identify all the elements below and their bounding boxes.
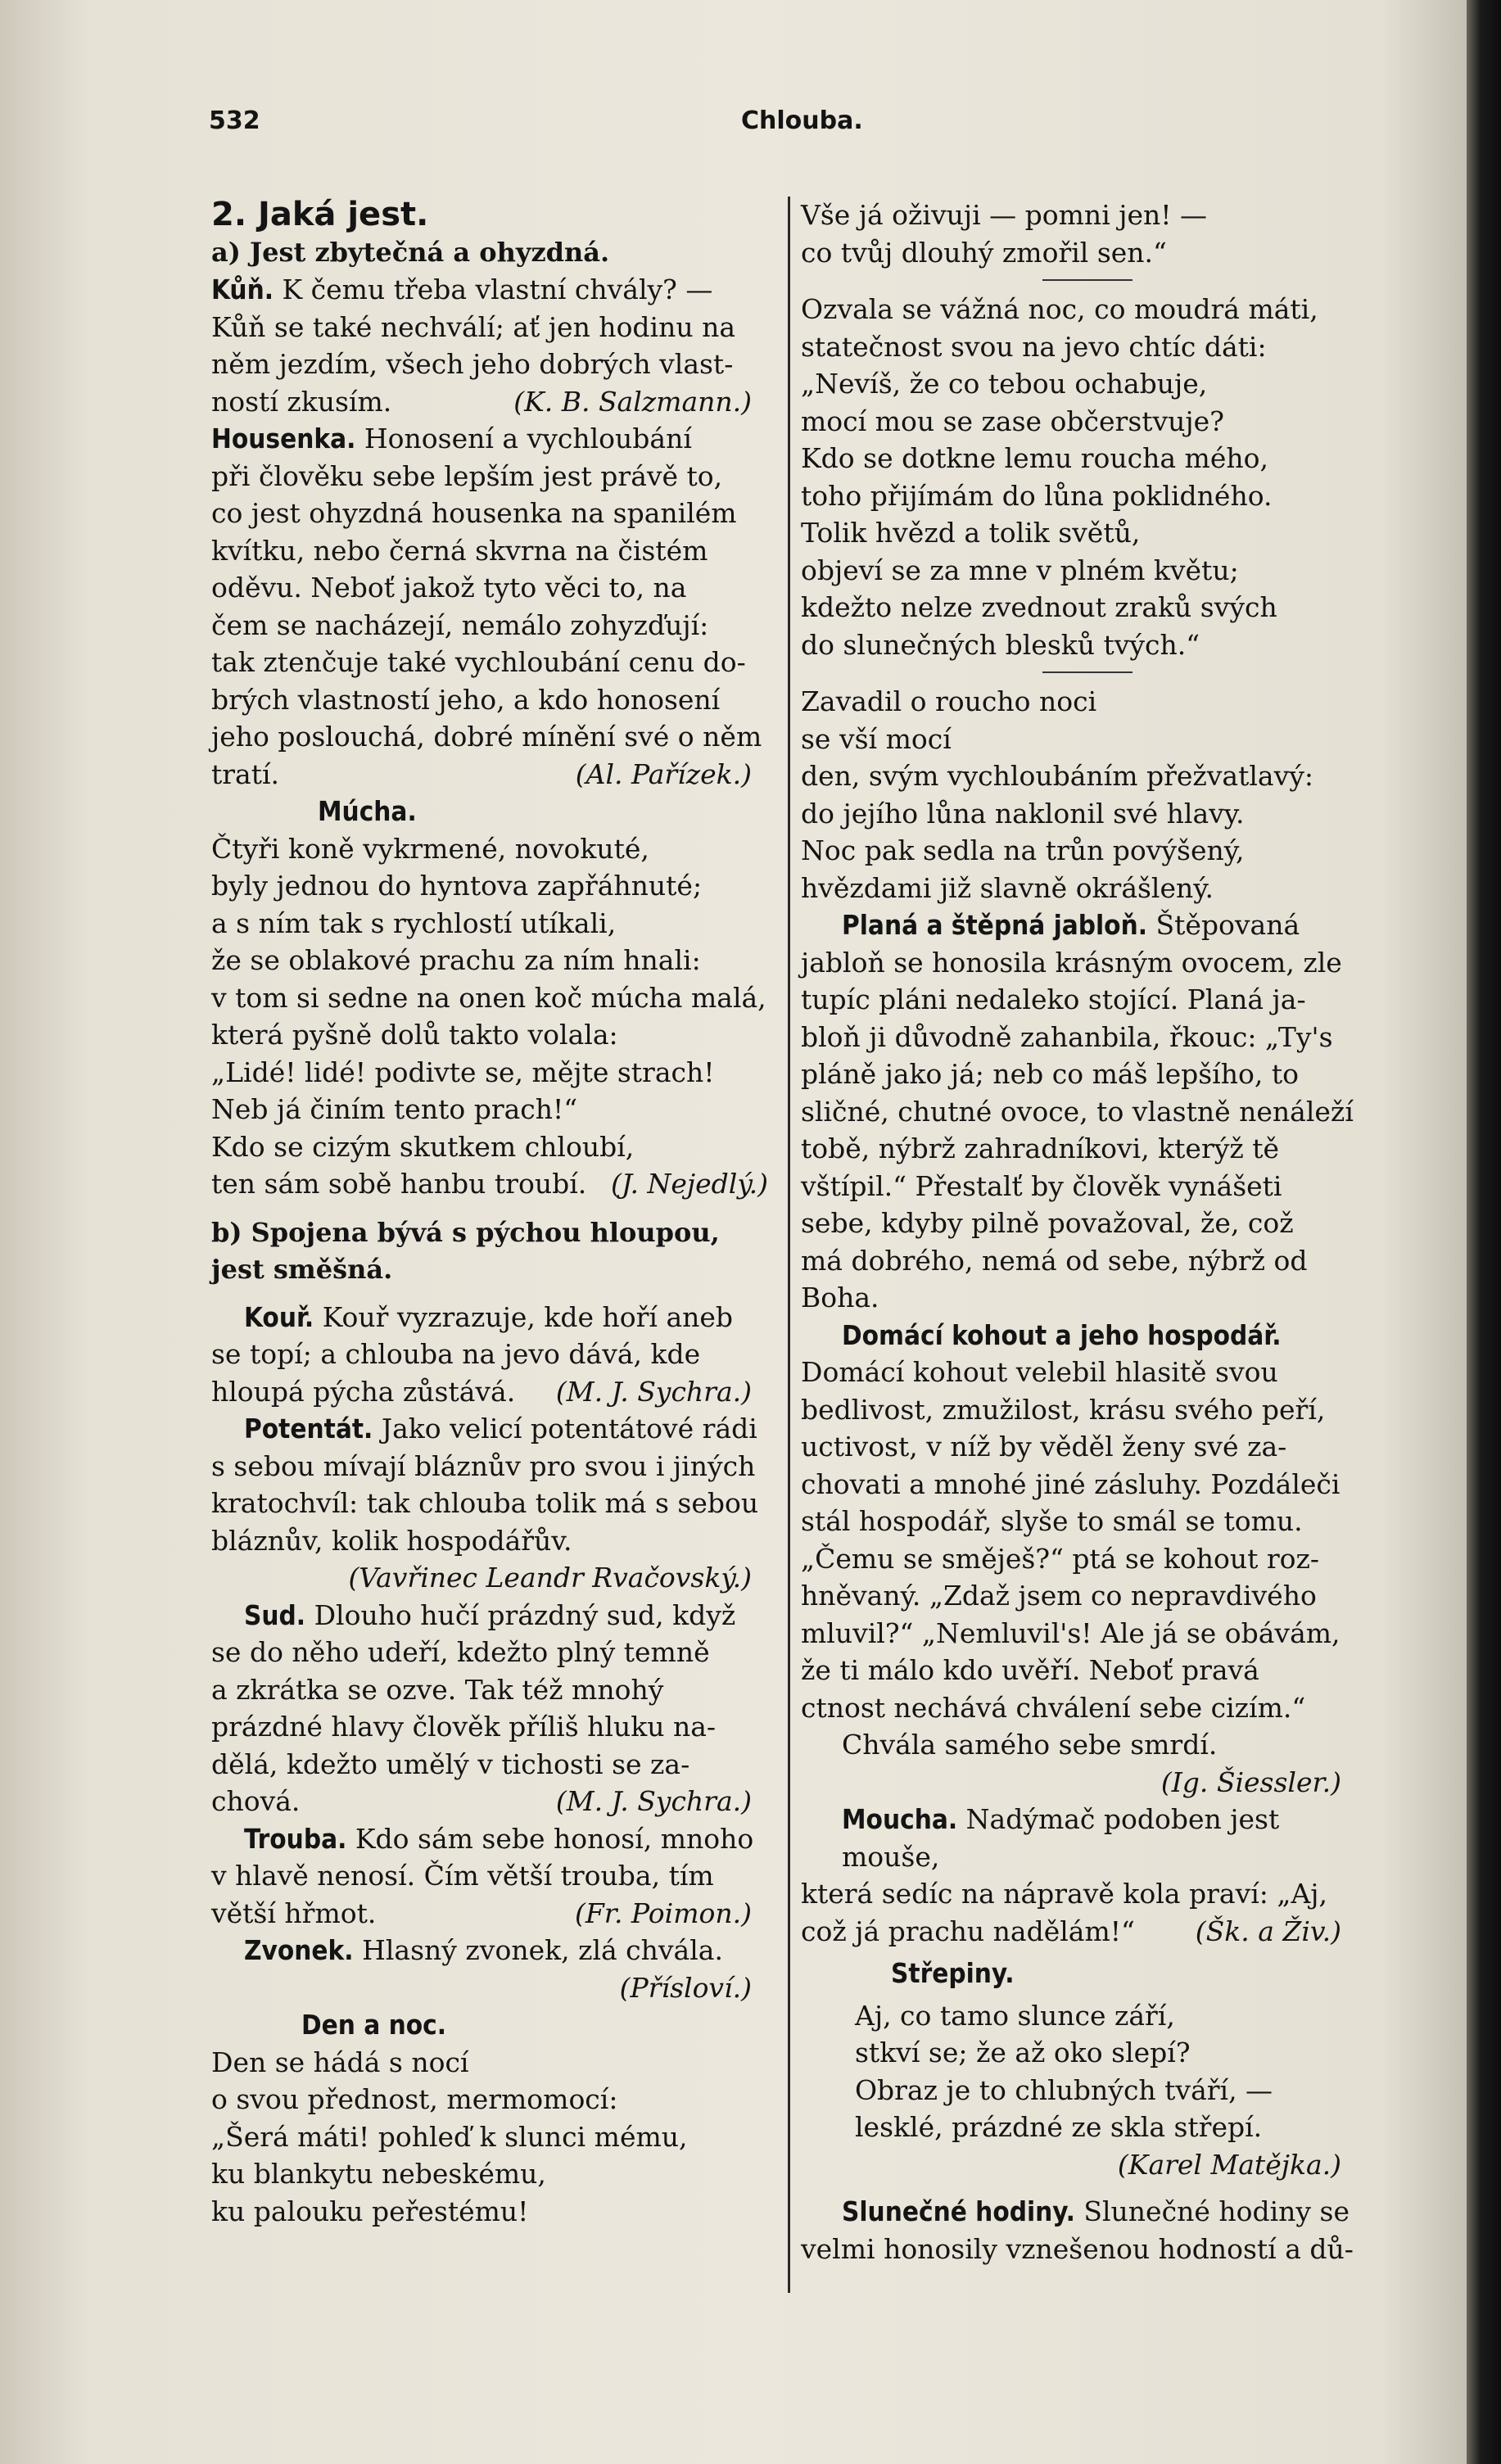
attribution: (M. J. Sychra.) [555, 1375, 752, 1408]
entry-head: Střepiny. [891, 1957, 1015, 1989]
entry-strepiny [801, 1955, 1374, 2183]
entry-head: Kouř. [244, 1300, 314, 1333]
entry-head: Slunečné hodiny. [842, 2195, 1075, 2227]
running-title: Chlouba. [741, 106, 863, 135]
attribution: (J. Nejedlý.) [611, 1168, 768, 1200]
entry-potentat: Potentát. Jako velicí potentátové rádi s sebou mívají bláznův pro svou i jiných kratochvíl: tak chlouba tolik má s sebou bláznův, kolik hospodářův. (Vavřinec Leandr Rvačovský.) [211, 1410, 784, 1597]
verse-block: Vše já oživuji — pomni jen! — co tvůj dlouhý zmořil sen.“ [801, 199, 1207, 269]
entry-head: Potentát. [244, 1413, 373, 1444]
section-title: 2. Jaká jest. [211, 196, 429, 233]
entry-plana-jablon: Planá a štěpná jabloň. Štěpovaná jabloň se honosila krásným ovocem, zle tupíc pláni nedaleko stojící. Planá ja- bloň ji důvodně zahanbila, řkouc: „Ty's pláně jako já; neb co máš lepšího, to sličné, chutné ovoce, to vlastně nenáleží tobě, nýbrž zahradníkovi, kterýž tě vštípil.“ Přestalť by člověk vynášeti sebe, kdyby pilně považoval, že, což má dobrého, nemá od sebe, nýbrž od Boha. [801, 909, 1354, 1313]
entry-head: Housenka. [211, 423, 356, 454]
entry-head: Sud. [244, 1598, 306, 1631]
entry-housenka: Housenka. Honosení a vychloubání při člověku sebe lepším jest právě to, co jest ohyzdná housenka na spanilém kvítku, nebo černá skvrna na čistém oděvu. Neboť jakož tyto věci to, na čem se nacházejí, nemálo zohyzďují: tak ztenčuje také vychloubání cenu do- brých vlastností jeho, a kdo honosení jeho poslouchá, dobré mínění své o něm tratí. (Al. Pařízek.) [211, 420, 784, 793]
entry-head: Den a noc. [301, 2009, 447, 2041]
entry-head: Moucha. [842, 1803, 958, 1835]
attribution: (K. B. Salzmann.) [513, 385, 752, 418]
entry-slunecne-hodiny: Slunečné hodiny. Slunečné hodiny se velmi honosily vznešenou hodností a dů- [801, 2195, 1354, 2265]
verse-block: Ozvala se vážná noc, co moudrá máti, statečnost svou na jevo chtíc dáti: „Nevíš, že co tebou ochabuje, mocí mou se zase občerstvuje? Kdo se dotkne lemu roucha mého, toho přijímám do lůna poklidného. Tolik hvězd a tolik světů, objeví se za mne v plném květu; kdežto nelze zvednout zraků svých do slunečných blesků tvých.“ [801, 293, 1318, 661]
subsection-a: a) Jest zbytečná a ohyzdná. [211, 236, 610, 268]
verse-block: Aj, co tamo slunce září, stkví se; že až oko slepí? Obraz je to chlubných tváří, — lesklé, prázdné ze skla střepí. [855, 1999, 1273, 2143]
attribution: (M. J. Sychra.) [555, 1785, 752, 1817]
column-divider [788, 197, 790, 2293]
entry-mucha [211, 793, 784, 1203]
entry-sud: Sud. Dlouho hučí prázdný sud, když se do něho udeří, kdežto plný temně a zkrátka se ozve. Tak též mnohý prázdné hlavy člověk příliš hluku na- dělá, kdežto umělý v tichosti se za- chová. (M. J. Sychra.) [211, 1597, 784, 1820]
entry-moucha: Moucha. Nadýmač podoben jest mouše, která sedíc na nápravě kola praví: „Aj, což já prachu nadělám!“ (Šk. a Živ.) [801, 1801, 1374, 1950]
page-number: 532 [209, 106, 260, 135]
entry-head: Múcha. [318, 795, 417, 827]
right-column [801, 197, 1374, 2267]
entry-head: Zvonek. [244, 1934, 354, 1966]
entry-zvonek: Zvonek. Hlasný zvonek, zlá chvála. (Přísloví.) [211, 1932, 784, 2006]
subsection-b: b) Spojena bývá s pýchou hloupou, [211, 1216, 720, 1248]
page-header [209, 106, 1388, 156]
attribution: (Karel Matějka.) [1117, 2148, 1341, 2181]
entry-head: Planá a štěpná jabloň. [842, 909, 1148, 941]
entry-kour: Kouř. Kouř vyzrazuje, kde hoří aneb se topí; a chlouba na jevo dává, kde hloupá pýcha zůstává. (M. J. Sychra.) [211, 1299, 784, 1411]
attribution: (Al. Pařízek.) [575, 757, 752, 790]
subsection-b-cont: jest směšná. [211, 1254, 393, 1285]
entry-head: Domácí kohout a jeho hospodář. [842, 1318, 1282, 1351]
separator-rule [1042, 279, 1133, 281]
entry-kohout: Domácí kohout a jeho hospodář. Domácí kohout velebil hlasitě svou bedlivost, zmužilost, krásu svého peří, uctivost, v níž by věděl ženy své za- chovati a mnohé jiné zásluhy. Pozdáleči stál hospodář, slyše to smál se tomu. „Čemu se směješ?“ ptá se kohout roz- hněvaný. „Zdaž jsem co nepravdivého mluvil?“ „Nemluvil's! Ale já se obávám, že ti málo kdo uvěří. Neboť pravá ctnost nechává chválení sebe cizím.“ Chvála samého sebe smrdí. (Ig. Šiessler.) [801, 1317, 1374, 1802]
attribution: (Přísloví.) [619, 1971, 752, 2004]
entry-head: Trouba. [244, 1822, 347, 1855]
attribution: (Vavřinec Leandr Rvačovský.) [348, 1562, 752, 1594]
attribution: (Šk. a Živ.) [1195, 1915, 1341, 1947]
entry-den-a-noc [211, 2006, 784, 2230]
entry-trouba: Trouba. Kdo sám sebe honosí, mnoho v hlavě nenosí. Čím větší trouba, tím větší hřmot. (Fr. Poimon.) [211, 1820, 784, 1933]
separator-rule [1042, 671, 1133, 673]
attribution: (Ig. Šiessler.) [1160, 1765, 1341, 1798]
verse-block: Zavadil o roucho noci se vší mocí den, svým vychloubáním přežvatlavý: do jejího lůna naklonil své hlavy. Noc pak sedla na trůn povýšený, hvězdami již slavně okrášlený. [801, 685, 1314, 904]
verse-block: Čtyři koně vykrmené, novokuté, byly jednou do hyntova zapřáhnuté; a s ním tak s rychlostí utíkali, že se oblakové prachu za ním hnali: v tom si sedne na onen koč múcha malá, která pyšně dolů takto volala: „Lidé! lidé! podivte se, mějte strach! Neb já činím tento prach!“ Kdo se cizým skutkem chloubí, ten sám sobě hanbu troubí. (J. Nejedlý.) [211, 830, 784, 1203]
entry-head: Kůň. [211, 274, 274, 305]
left-column [211, 197, 784, 2230]
page-edge-shadow [1467, 0, 1501, 2464]
verse-block: Den se hádá s nocí o svou přednost, mermomocí: „Šerá máti! pohleď k slunci mému, ku blankytu nebeskému, ku palouku peřestému! [211, 2046, 688, 2227]
attribution: (Fr. Poimon.) [575, 1897, 752, 1929]
entry-kun: Kůň. K čemu třeba vlastní chvály? — Kůň se také nechválí; ať jen hodinu na něm jezdím, všech jeho dobrých vlast- ností zkusím. (K. B. Salzmann.) [211, 271, 784, 420]
